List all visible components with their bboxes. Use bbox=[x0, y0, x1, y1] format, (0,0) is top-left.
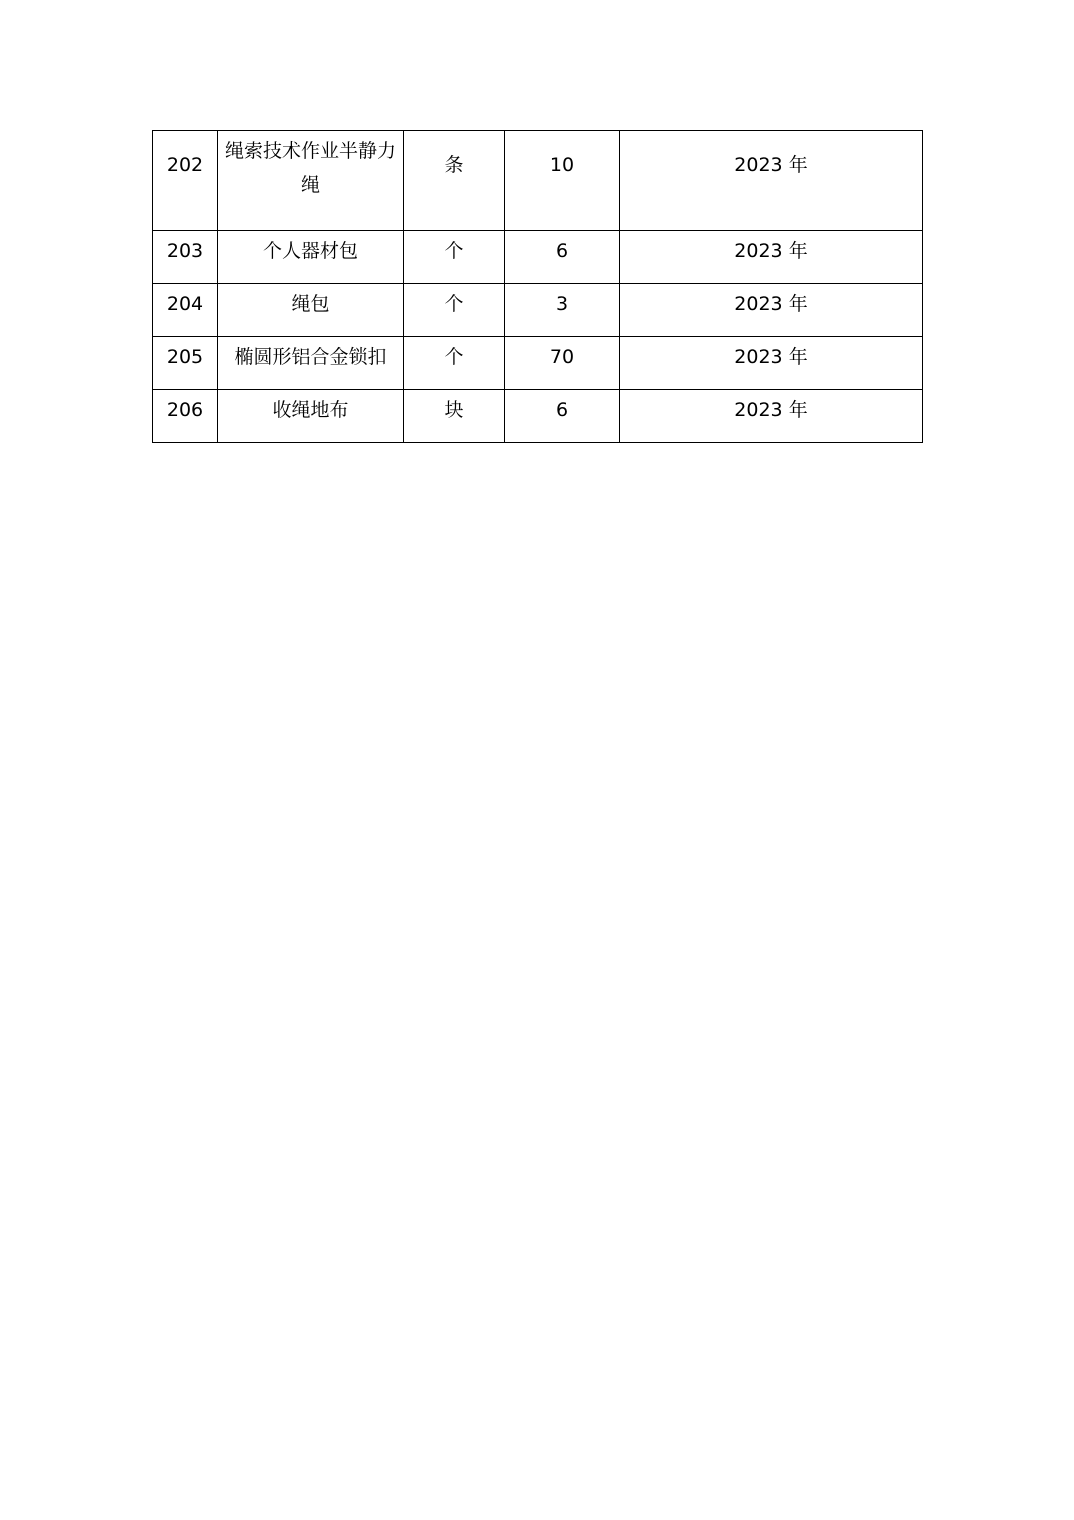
item-unit: 个 bbox=[404, 337, 505, 390]
item-name: 绳索技术作业半静力绳 bbox=[218, 131, 404, 231]
item-quantity: 6 bbox=[505, 390, 620, 443]
table-row bbox=[153, 231, 923, 284]
item-unit: 个 bbox=[404, 284, 505, 337]
item-name: 个人器材包 bbox=[218, 231, 404, 284]
item-name: 收绳地布 bbox=[218, 390, 404, 443]
item-number: 206 bbox=[153, 390, 218, 443]
table-row bbox=[153, 284, 923, 337]
item-name: 椭圆形铝合金锁扣 bbox=[218, 337, 404, 390]
item-year: 2023 年 bbox=[620, 390, 923, 443]
item-name: 绳包 bbox=[218, 284, 404, 337]
item-unit: 块 bbox=[404, 390, 505, 443]
table-row bbox=[153, 337, 923, 390]
item-quantity: 70 bbox=[505, 337, 620, 390]
item-number: 204 bbox=[153, 284, 218, 337]
equipment-table bbox=[152, 130, 923, 443]
item-quantity: 3 bbox=[505, 284, 620, 337]
item-number: 203 bbox=[153, 231, 218, 284]
item-year: 2023 年 bbox=[620, 131, 923, 231]
item-year: 2023 年 bbox=[620, 337, 923, 390]
item-year: 2023 年 bbox=[620, 231, 923, 284]
item-unit: 条 bbox=[404, 131, 505, 231]
item-quantity: 10 bbox=[505, 131, 620, 231]
table-row bbox=[153, 131, 923, 231]
item-number: 202 bbox=[153, 131, 218, 231]
item-number: 205 bbox=[153, 337, 218, 390]
item-year: 2023 年 bbox=[620, 284, 923, 337]
table-row bbox=[153, 390, 923, 443]
item-quantity: 6 bbox=[505, 231, 620, 284]
item-unit: 个 bbox=[404, 231, 505, 284]
